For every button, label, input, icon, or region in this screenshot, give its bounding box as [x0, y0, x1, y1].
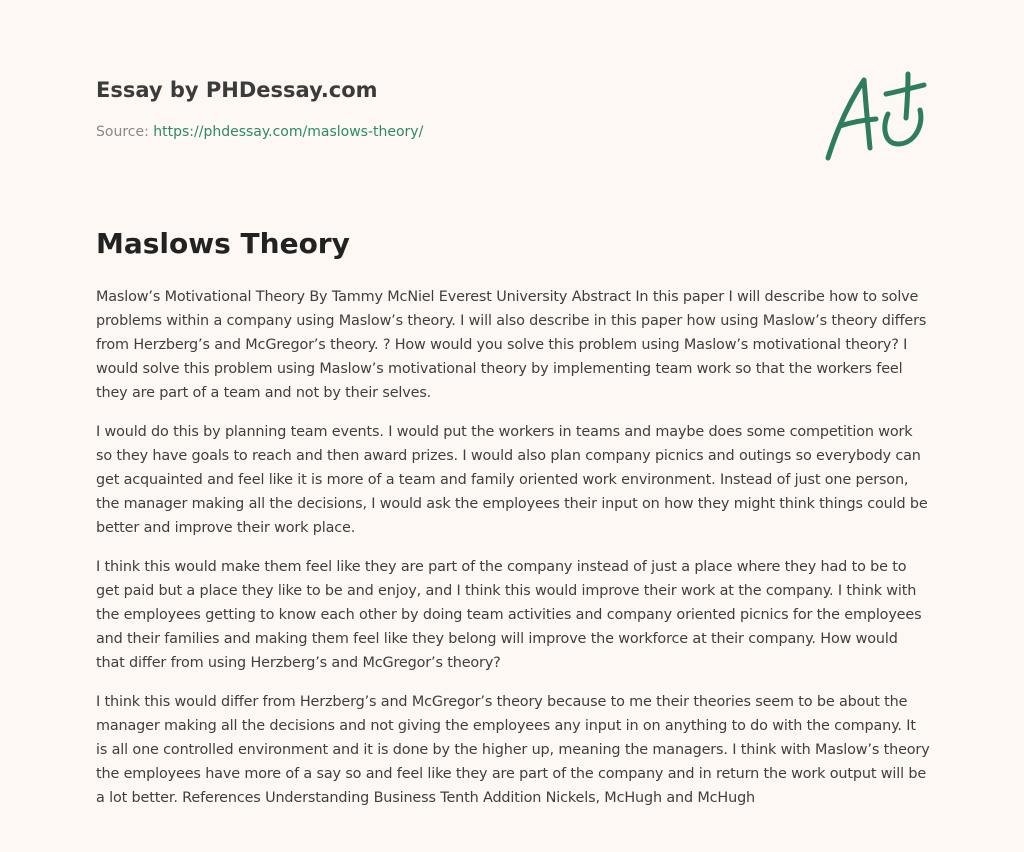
essay-body	[96, 285, 930, 825]
essay-paragraph: I think this would make them feel like they are part of the company instead of just a place where they had to be to get paid but a place they like to be and enjoy, and I think this would improve their work at the company. I think with the employees getting to know each other by doing team activities and company oriented picnics for the employees and their families and making them feel like they belong will improve the workforce at their company. How would that differ from using Herzberg’s and McGregor’s theory?	[96, 559, 922, 671]
site-title: Essay by PHDessay.com	[96, 78, 378, 102]
essay-title: Maslows Theory	[96, 227, 350, 260]
page-header	[96, 76, 936, 141]
source-label: Source:	[96, 124, 149, 140]
essay-paragraph: I think this would differ from Herzberg’s and McGregor’s theory because to me their theories seem to be about the manager making all the decisions and not giving the employees any input in on anything to do with the company. It is all one controlled environment and it is done by the higher up, meaning the managers. I think with Maslow’s theory the employees have more of a say so and feel like they are part of the company and in return the work output will be a lot better. References Understanding Business Tenth Addition Nickels, McHugh and McHugh	[96, 694, 930, 806]
source-link[interactable]: https://phdessay.com/maslows-theory/	[153, 124, 424, 140]
source-line	[96, 123, 936, 141]
essay-paragraph: Maslow’s Motivational Theory By Tammy McNiel Everest University Abstract In this paper I will describe how to solve problems within a company using Maslow’s theory. I will also describe in this paper how using Maslow’s theory differs from Herzberg’s and McGregor’s theory. ? How would you solve this problem using Maslow’s motivational theory? I would solve this problem using Maslow’s motivational theory by implementing team work so that the workers feel they are part of a team and not by their selves.	[96, 289, 927, 401]
a-plus-grade-icon	[820, 66, 930, 166]
essay-paragraph: I would do this by planning team events. I would put the workers in teams and maybe does some competition work so they have goals to reach and then award prizes. I would also plan company picnics and outings so everybody can get acquainted and feel like it is more of a team and family oriented work environment. Instead of just one person, the manager making all the decisions, I would ask the employees their input on how they might think things could be better and improve their work place.	[96, 424, 928, 536]
